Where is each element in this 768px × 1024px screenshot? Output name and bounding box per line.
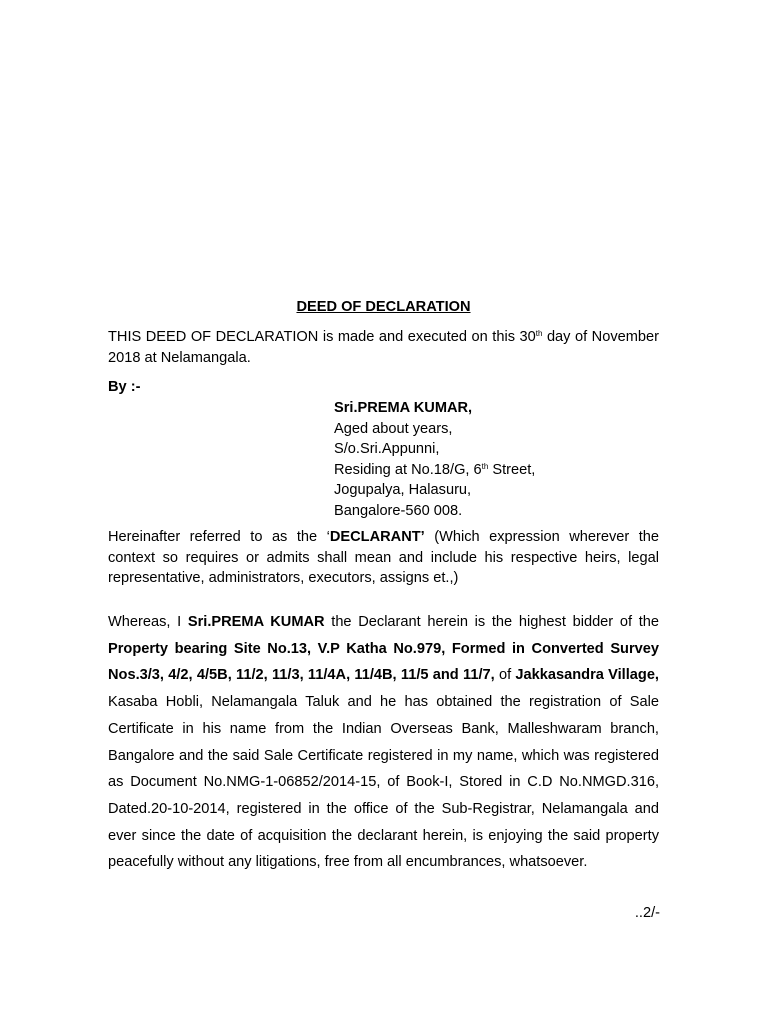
- whereas-paragraph: [108, 609, 659, 876]
- declarant-name: Sri.PREMA KUMAR,: [334, 400, 473, 416]
- declarant-details: [334, 398, 654, 521]
- whereas-text-3: of: [494, 667, 516, 684]
- whereas-bold-village: Jakkasandra Village,: [515, 667, 659, 684]
- hereinafter-paragraph: [108, 527, 659, 589]
- declarant-age: Aged about years,: [334, 420, 453, 437]
- intro-superscript: th: [535, 329, 543, 338]
- declarant-term: DECLARANT’: [329, 529, 425, 545]
- declarant-address-line-3: Bangalore-560 008.: [334, 502, 463, 519]
- declarant-parent: S/o.Sri.Appunni,: [334, 441, 440, 457]
- whereas-text-4: Kasaba Hobli, Nelamangala Taluk and he has obtained the registration of Sale Certificate in his name from the Indian Overseas Bank, Malleshwaram branch, Bangalore and the said Sale Certificate registered in my name, which was registered as Document No.NMG-1-06852/2014-15, of Book-I, Stored in C.D No.NMGD.316, Dated.20-10-2014, registered in the office of the Sub-Registrar, Nelamangala and ever since the date of acquisition the declarant herein, is enjoying the said property peacefully without any litigations, free from all encumbrances, whatsoever.: [108, 694, 659, 871]
- by-label: By :-: [108, 379, 141, 395]
- declarant-address-line-1: [334, 460, 654, 481]
- intro-text-2: day of November 2018 at Nelamangala.: [108, 329, 659, 366]
- hereinafter-text-1: Hereinafter referred to as the ‘: [108, 529, 330, 545]
- intro-text-1: THIS DEED OF DECLARATION is made and executed on this 30: [108, 329, 536, 345]
- address-line-1-text: Residing at No.18/G, 6: [334, 461, 482, 478]
- whereas-text-1: Whereas, I: [108, 614, 188, 630]
- deed-title: DEED OF DECLARATION: [296, 299, 471, 315]
- intro-paragraph: [108, 327, 659, 369]
- page-continuation-marker: ..2/-: [634, 905, 660, 921]
- address-superscript: th: [481, 461, 489, 471]
- address-line-1-end: Street,: [488, 461, 536, 478]
- whereas-bold-name: Sri.PREMA KUMAR: [187, 614, 325, 630]
- hereinafter-text-2: (Which expression wherever the context so requires or admits shall mean and include his respective heirs, legal representative, administrators, executors, assigns et.,): [108, 529, 659, 587]
- whereas-text-2: the Declarant herein is the highest bidder of the: [324, 614, 659, 630]
- declarant-address-line-2: Jogupalya, Halasuru,: [334, 482, 472, 498]
- whereas-bold-property: Property bearing Site No.13, V.P Katha No.979, Formed in Converted Survey Nos.3/3, 4/2, 4/5B, 11/2, 11/3, 11/4A, 11/4B, 11/5 and 11/7,: [108, 640, 659, 684]
